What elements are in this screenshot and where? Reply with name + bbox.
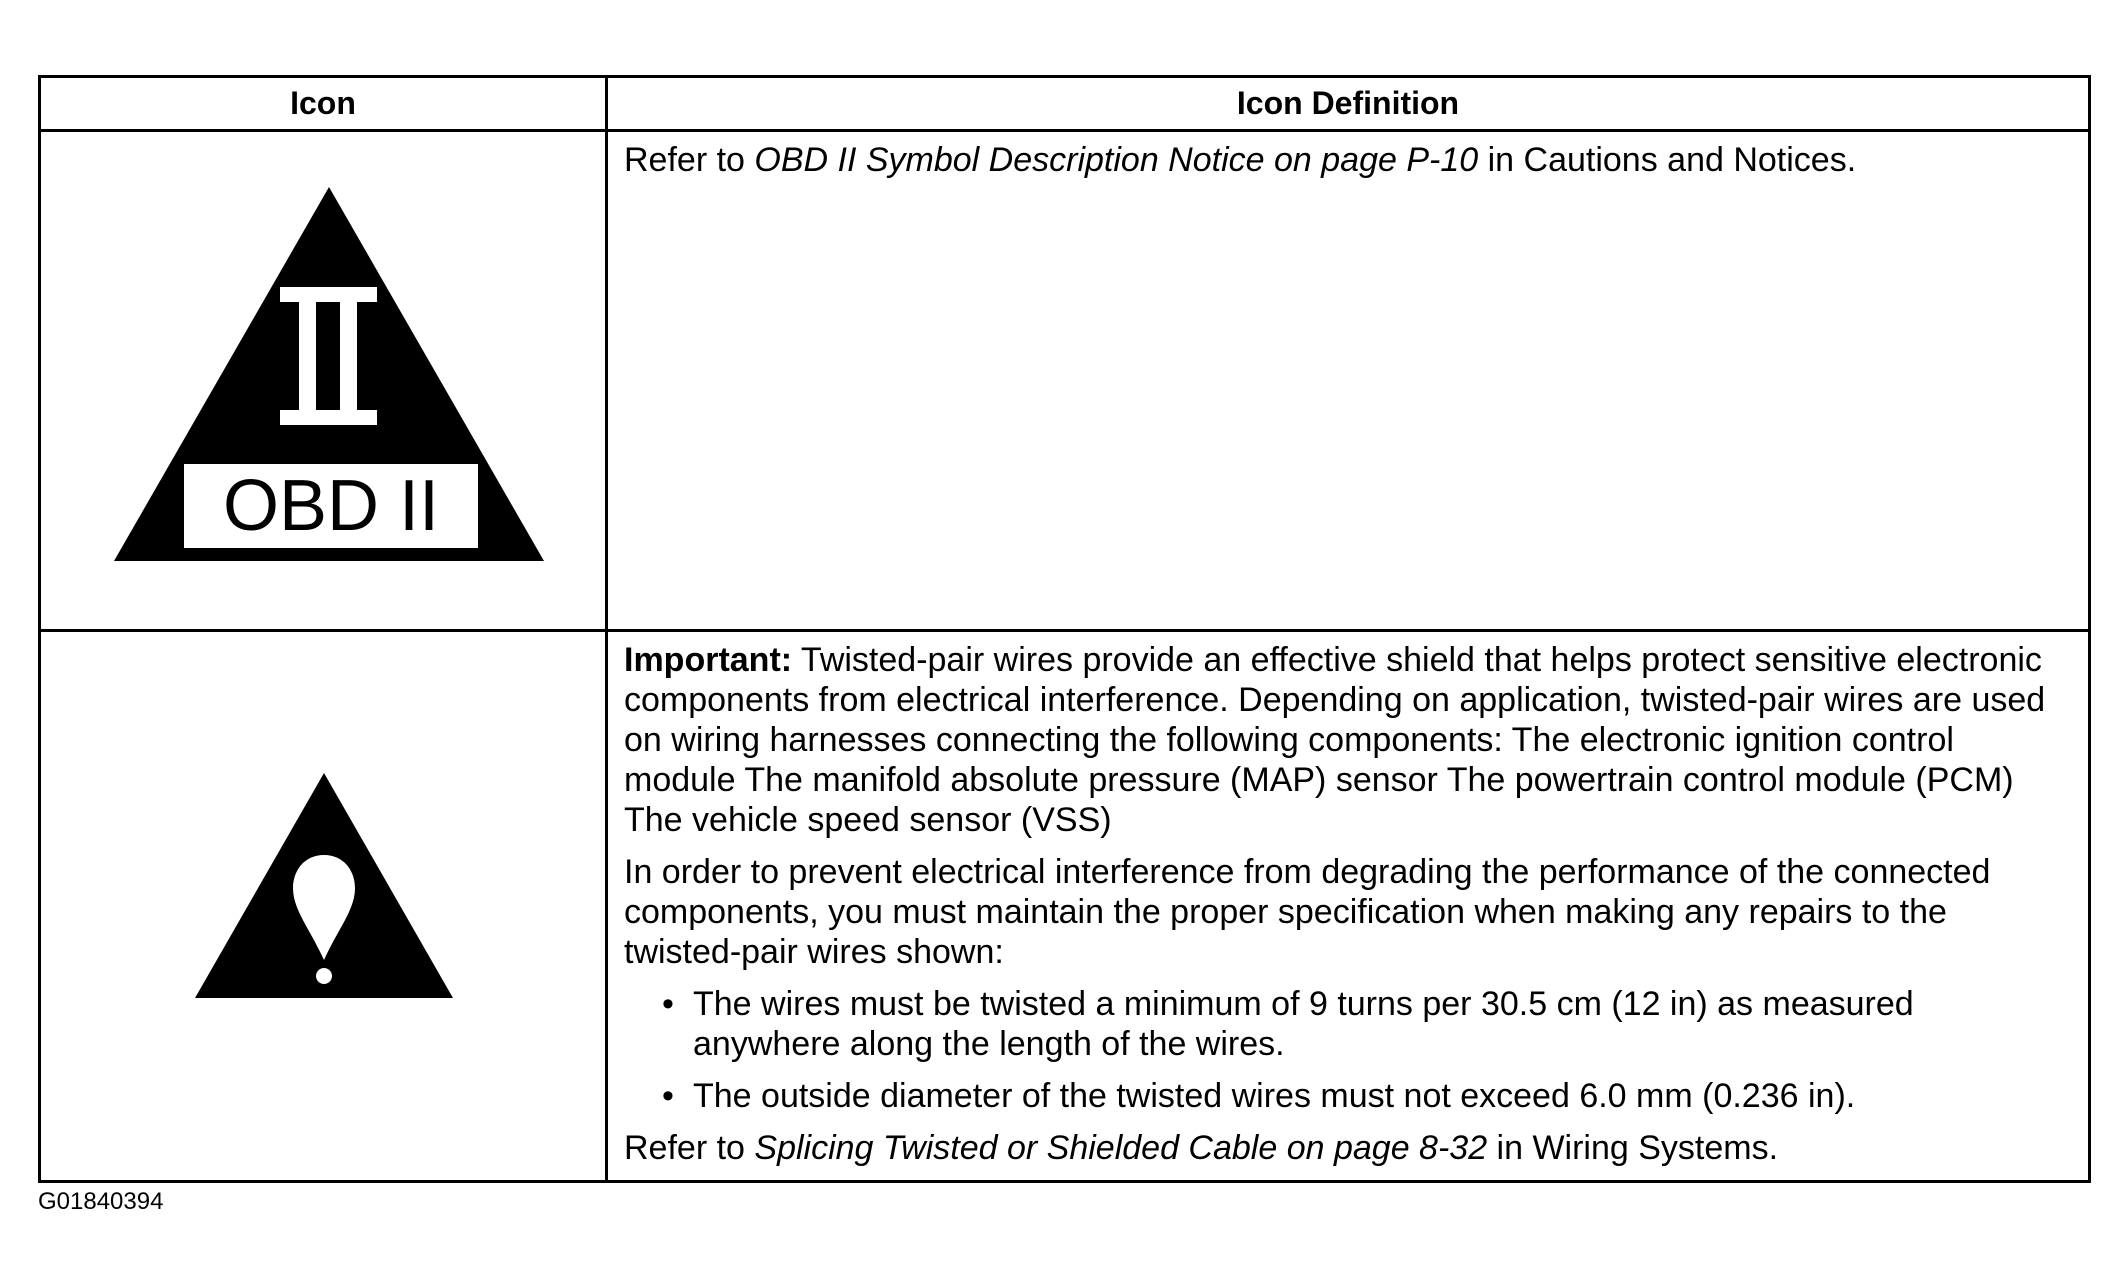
icon-cell-important bbox=[40, 631, 607, 1182]
important-text: Twisted-pair wires provide an effective shield that helps protect sensitive electronic components from electrical interference. Depending on application, twisted-pair wires are used on wiring harnesses connecting the following components: The electronic ignition control module The manifold absolute pressure (MAP) sensor The powertrain control module (PCM) The vehicle speed sensor (VSS) bbox=[624, 641, 2046, 839]
definition-text bbox=[624, 140, 2068, 180]
obd-notice-reference[interactable]: OBD II Symbol Description Notice on page P-10 bbox=[754, 141, 1479, 179]
icon-cell-obd bbox=[40, 131, 607, 631]
bullet-text: The wires must be twisted a minimum of 9 turns per 30.5 cm (12 in) as measured anywhere along the length of the wires. bbox=[693, 985, 1914, 1063]
specification-list bbox=[624, 984, 2068, 1116]
header-icon: Icon bbox=[40, 77, 607, 131]
header-icon-definition: Icon Definition bbox=[607, 77, 2090, 131]
definition-cell-obd bbox=[607, 131, 2090, 631]
table-header-row bbox=[40, 77, 2090, 131]
table-row bbox=[40, 131, 2090, 631]
bullet-icon: • bbox=[662, 1077, 674, 1115]
table-row bbox=[40, 631, 2090, 1182]
obd-ii-triangle-icon bbox=[41, 132, 608, 621]
important-warning-triangle-icon bbox=[41, 632, 608, 1168]
obd-ii-icon-label: OBD II bbox=[222, 466, 440, 546]
refer-prefix: Refer to bbox=[624, 141, 755, 179]
figure-id: G01840394 bbox=[38, 1188, 164, 1215]
bullet-icon: • bbox=[662, 985, 674, 1023]
icon-definition-table bbox=[38, 75, 2091, 1183]
list-item bbox=[662, 1076, 2068, 1116]
refer-paragraph bbox=[624, 1128, 2068, 1168]
important-paragraph bbox=[624, 640, 2068, 840]
important-label: Important: bbox=[624, 641, 793, 679]
specification-paragraph: In order to prevent electrical interference from degrading the performance of the connected components, you must maintain the proper specification when making any repairs to the twisted-pair wires shown: bbox=[624, 853, 1991, 971]
list-item bbox=[662, 984, 2068, 1064]
refer-suffix: in Wiring Systems. bbox=[1487, 1129, 1779, 1167]
definition-cell-important bbox=[607, 631, 2090, 1182]
refer-prefix: Refer to bbox=[624, 1129, 755, 1167]
refer-suffix: in Cautions and Notices. bbox=[1478, 141, 1857, 179]
splicing-cable-reference[interactable]: Splicing Twisted or Shielded Cable on page 8-32 bbox=[754, 1129, 1488, 1167]
bullet-text: The outside diameter of the twisted wires must not exceed 6.0 mm (0.236 in). bbox=[693, 1077, 1856, 1115]
